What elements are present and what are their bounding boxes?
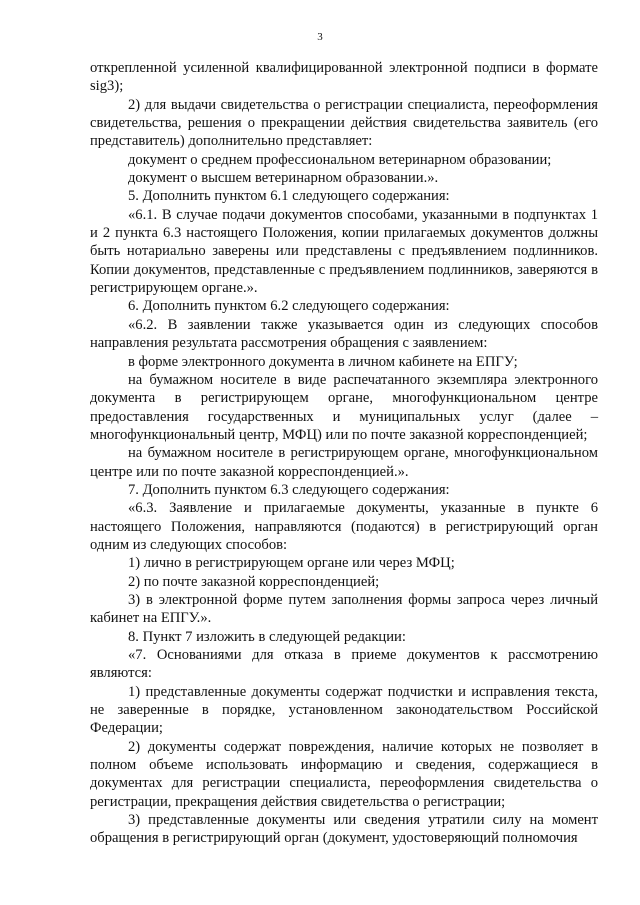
paragraph: 2) для выдачи свидетельства о регистрации специалиста, переоформления свидетельства, решения о прекращении действия свидетельства заявитель (его представитель) дополнительно представляет: (90, 96, 598, 150)
paragraph: 2) документы содержат повреждения, наличие которых не позволяет в полном объеме использовать информацию и сведения, содержащиеся в документах для регистрации специалиста, переоформления свидетельства о регистрации, прекращения действия свидетельства о регистрации; (90, 738, 598, 810)
paragraph: 7. Дополнить пунктом 6.3 следующего содержания: (128, 481, 450, 498)
paragraph: на бумажном носителе в регистрирующем органе, многофункциональном центре или по почте заказной корреспонденцией.». (90, 445, 598, 480)
paragraph: «6.3. Заявление и прилагаемые документы, указанные в пункте 6 настоящего Положения, направляются (подаются) в регистрирующий орган одним из следующих способов: (90, 500, 598, 553)
paragraph: открепленной усиленной квалифицированной электронной подписи в формате sig3); (90, 60, 598, 95)
paragraph: 5. Дополнить пунктом 6.1 следующего содержания: (128, 188, 450, 205)
paragraph: «6.1. В случае подачи документов способами, указанными в подпунктах 1 и 2 пункта 6.3 настоящего Положения, копии прилагаемых документов должны быть нотариально заверены или представлены с предъявлением подлинников. Копии документов, представленные с предъявлением подлинников, заверяются в регистрирующем органе.». (90, 206, 598, 297)
page-number: 3 (317, 31, 323, 43)
paragraph: 1) лично в регистрирующем органе или через МФЦ; (128, 555, 455, 572)
paragraph: документ о высшем ветеринарном образовании.». (128, 170, 439, 187)
paragraph: 3) представленные документы или сведения утратили силу на момент обращения в регистрирующий орган (документ, удостоверяющий полномочия (90, 812, 598, 847)
paragraph: «6.2. В заявлении также указывается один из следующих способов направления результата рассмотрения обращения с заявлением: (90, 316, 598, 352)
paragraph: 2) по почте заказной корреспонденцией; (128, 573, 380, 590)
paragraph: в форме электронного документа в личном кабинете на ЕПГУ; (128, 353, 518, 370)
paragraph: 3) в электронной форме путем заполнения формы запроса через личный кабинет на ЕПГУ.». (90, 591, 598, 627)
paragraph: 8. Пункт 7 изложить в следующей редакции: (128, 628, 406, 645)
paragraph: 1) представленные документы содержат подчистки и исправления текста, не заверенные в порядке, установленном законодательством Российской Федерации; (90, 683, 598, 737)
document-body (90, 59, 598, 848)
paragraph: «7. Основаниями для отказа в приеме документов к рассмотрению являются: (90, 647, 598, 682)
paragraph: документ о среднем профессиональном ветеринарном образовании; (128, 151, 552, 168)
paragraph: 6. Дополнить пунктом 6.2 следующего содержания: (128, 298, 450, 315)
paragraph: на бумажном носителе в виде распечатанного экземпляра электронного документа в регистрирующем органе, многофункциональном центре предоставления государственных и муниципальных услуг (далее – многофункциональный центр, МФЦ) или по почте заказной корреспонденцией; (90, 371, 598, 443)
